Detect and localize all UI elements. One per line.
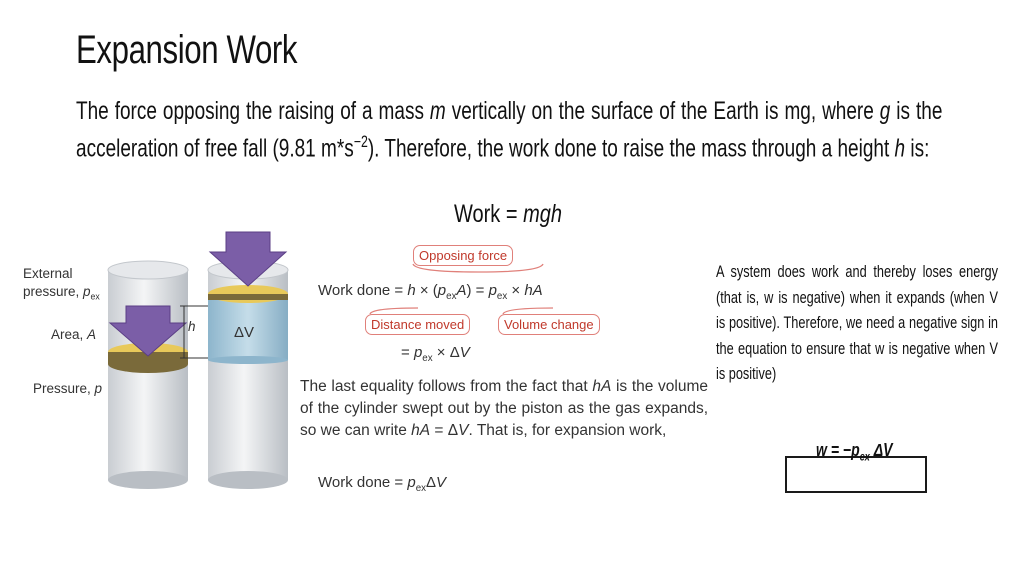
h-label: h: [188, 319, 196, 334]
volume-change-callout: Volume change: [498, 314, 600, 335]
eq1-j: ×: [507, 282, 525, 299]
final-b: p: [407, 474, 416, 491]
area-text: Area,: [51, 327, 88, 342]
final-a: Work done =: [318, 474, 408, 491]
final-d: Δ: [426, 474, 437, 491]
eq2-c: ex: [422, 353, 433, 364]
answer-ex: ex: [859, 450, 870, 464]
para-t3: = Δ: [430, 422, 459, 439]
distance-moved-callout: Distance moved: [365, 314, 470, 335]
intro-paragraph: [76, 96, 942, 164]
eq1-f: A: [456, 282, 467, 299]
para-ha2: hA: [411, 422, 431, 439]
intro-text-2: vertically on the surface of the Earth is mg, where: [445, 97, 880, 125]
pressure-text: Pressure,: [33, 381, 95, 396]
eq2-a: =: [401, 344, 414, 361]
expansion-figure: [18, 228, 708, 518]
para-t1: The last equality follows from the fact that: [300, 378, 593, 395]
exponent: −2: [353, 133, 368, 151]
figure-paragraph: [300, 376, 708, 442]
work-formula: [454, 200, 562, 229]
para-ha1: hA: [592, 378, 612, 395]
intro-text-1: The force opposing the raising of a mass: [76, 97, 430, 125]
eq1-d: p: [437, 282, 447, 299]
intro-text-4: ). Therefore, the work done to raise the mass through a height: [367, 134, 895, 163]
eq1-b: h: [407, 282, 416, 299]
slide-title: Expansion Work: [76, 28, 298, 72]
intro-text-3: is the acceleration of free fall (9.81 m*s: [76, 97, 943, 163]
area-var: A: [87, 327, 97, 342]
mass-variable: m: [429, 97, 446, 125]
eq1-a: Work done =: [318, 282, 408, 299]
final-c: ex: [415, 483, 427, 494]
delta-v-label: ΔV: [234, 324, 255, 341]
answer-p: p: [851, 440, 860, 460]
final-e: V: [436, 474, 447, 491]
eq1-i: ex: [496, 291, 508, 302]
work-formula-prefix: Work =: [454, 200, 524, 228]
work-done-equation-2: [401, 344, 470, 364]
pex-var: p: [83, 284, 91, 299]
pex-sub: ex: [90, 291, 100, 302]
work-formula-expr: mgh: [523, 200, 563, 228]
eq1-h: p: [488, 282, 497, 299]
final-work-equation: [318, 474, 446, 494]
eq2-e: V: [459, 344, 470, 361]
eq1-c: × (: [415, 282, 438, 299]
para-v: V: [458, 422, 469, 439]
external-pressure-line1: External: [23, 266, 73, 281]
eq1-g: ) =: [466, 282, 489, 299]
side-explanation: A system does work and thereby loses energy (that is, w is negative) when it expands (when V is positive). Therefore, we need a negative sign in the equation to ensure that w is negative when V is positive): [716, 262, 998, 383]
work-done-equation: [318, 282, 543, 302]
eq2-b: p: [413, 344, 423, 361]
pressure-var: p: [94, 381, 103, 396]
opposing-force-callout: Opposing force: [413, 245, 513, 266]
gravity-variable: g: [879, 97, 891, 125]
answer-a: w = −: [816, 440, 852, 460]
para-t2: is the volume of the cylinder swept out by the piston as the gas expands, so we can write: [300, 378, 708, 439]
pressure-label: [33, 381, 102, 396]
external-pressure-line2: pressure,: [23, 284, 84, 299]
height-variable: h: [894, 134, 906, 163]
answer-formula: [816, 440, 893, 464]
eq1-k: hA: [524, 282, 543, 299]
answer-b: ΔV: [869, 440, 893, 460]
eq1-e: ex: [446, 291, 457, 302]
para-t4: . That is, for expansion work,: [468, 422, 667, 439]
intro-text-5: is:: [905, 134, 930, 163]
eq2-d: × Δ: [432, 344, 460, 361]
